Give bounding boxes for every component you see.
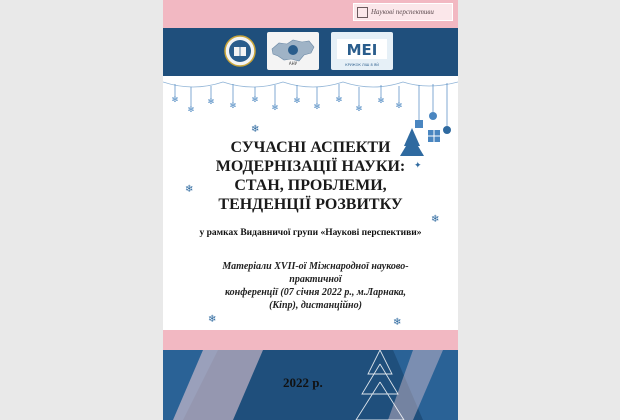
publisher-badge: [353, 3, 453, 21]
svg-text:✻: ✻: [171, 95, 179, 104]
materials-line: (Кіпр), дистанційно): [269, 300, 362, 311]
emblem-icon: [224, 35, 256, 67]
svg-text:✻: ✻: [377, 96, 385, 105]
svg-text:✻: ✻: [251, 95, 259, 104]
svg-text:✻: ✻: [293, 96, 301, 105]
logo-band: [163, 28, 458, 76]
title-line: СТАН, ПРОБЛЕМИ,: [234, 177, 387, 194]
logo3-subcaption: КРУЖОК ЛІШ 8 ЯЙ: [345, 62, 379, 67]
publisher-name: Наукові перспективи: [371, 8, 434, 16]
materials-line: конференції (07 січня 2022 р., м.Ларнака,: [224, 287, 407, 298]
publisher-subtitle: у рамках Видавничої групи «Наукові перспективи»: [199, 228, 422, 238]
university-emblem-logo: [223, 32, 257, 70]
svg-text:✻: ✻: [313, 102, 321, 111]
conference-title: [163, 138, 458, 214]
svg-text:✻: ✻: [207, 97, 215, 106]
svg-text:✻: ✻: [187, 105, 195, 114]
publisher-logo-icon: [357, 7, 368, 18]
logo3-caption: МЕІ: [346, 40, 378, 59]
svg-text:✻: ✻: [395, 101, 403, 110]
snowflake-icon: ❄: [251, 124, 260, 135]
snowflake-icon: ❄: [393, 317, 402, 328]
title-line: МОДЕРНІЗАЦІЇ НАУКИ:: [215, 158, 406, 175]
title-line: ТЕНДЕНЦІЇ РОЗВИТКУ: [218, 196, 403, 213]
ukraine-map-icon: [269, 35, 317, 67]
book-cover: [163, 0, 458, 420]
ukraine-map-logo: [267, 32, 319, 70]
publication-year: 2022 р.: [283, 375, 323, 390]
snowflake-icon: ❄: [431, 214, 440, 225]
svg-text:✦: ✦: [414, 161, 422, 170]
svg-text:✻: ✻: [355, 104, 363, 113]
logo2-caption: АНУ: [288, 61, 298, 66]
svg-text:✻: ✻: [271, 103, 279, 112]
materials-line: Матеріали XVII-ої Міжнародної науково-практичної: [222, 261, 409, 285]
bottom-pink-band: [163, 330, 458, 350]
mei-mark-icon: [333, 36, 391, 62]
svg-text:✻: ✻: [229, 101, 237, 110]
snowflake-icon: ❄: [208, 314, 217, 325]
svg-text:✻: ✻: [335, 95, 343, 104]
snowflake-icon: ❄: [185, 184, 194, 195]
title-line: СУЧАСНІ АСПЕКТИ: [230, 139, 391, 156]
conference-materials-info: [208, 260, 423, 312]
mei-logo: [331, 32, 393, 70]
